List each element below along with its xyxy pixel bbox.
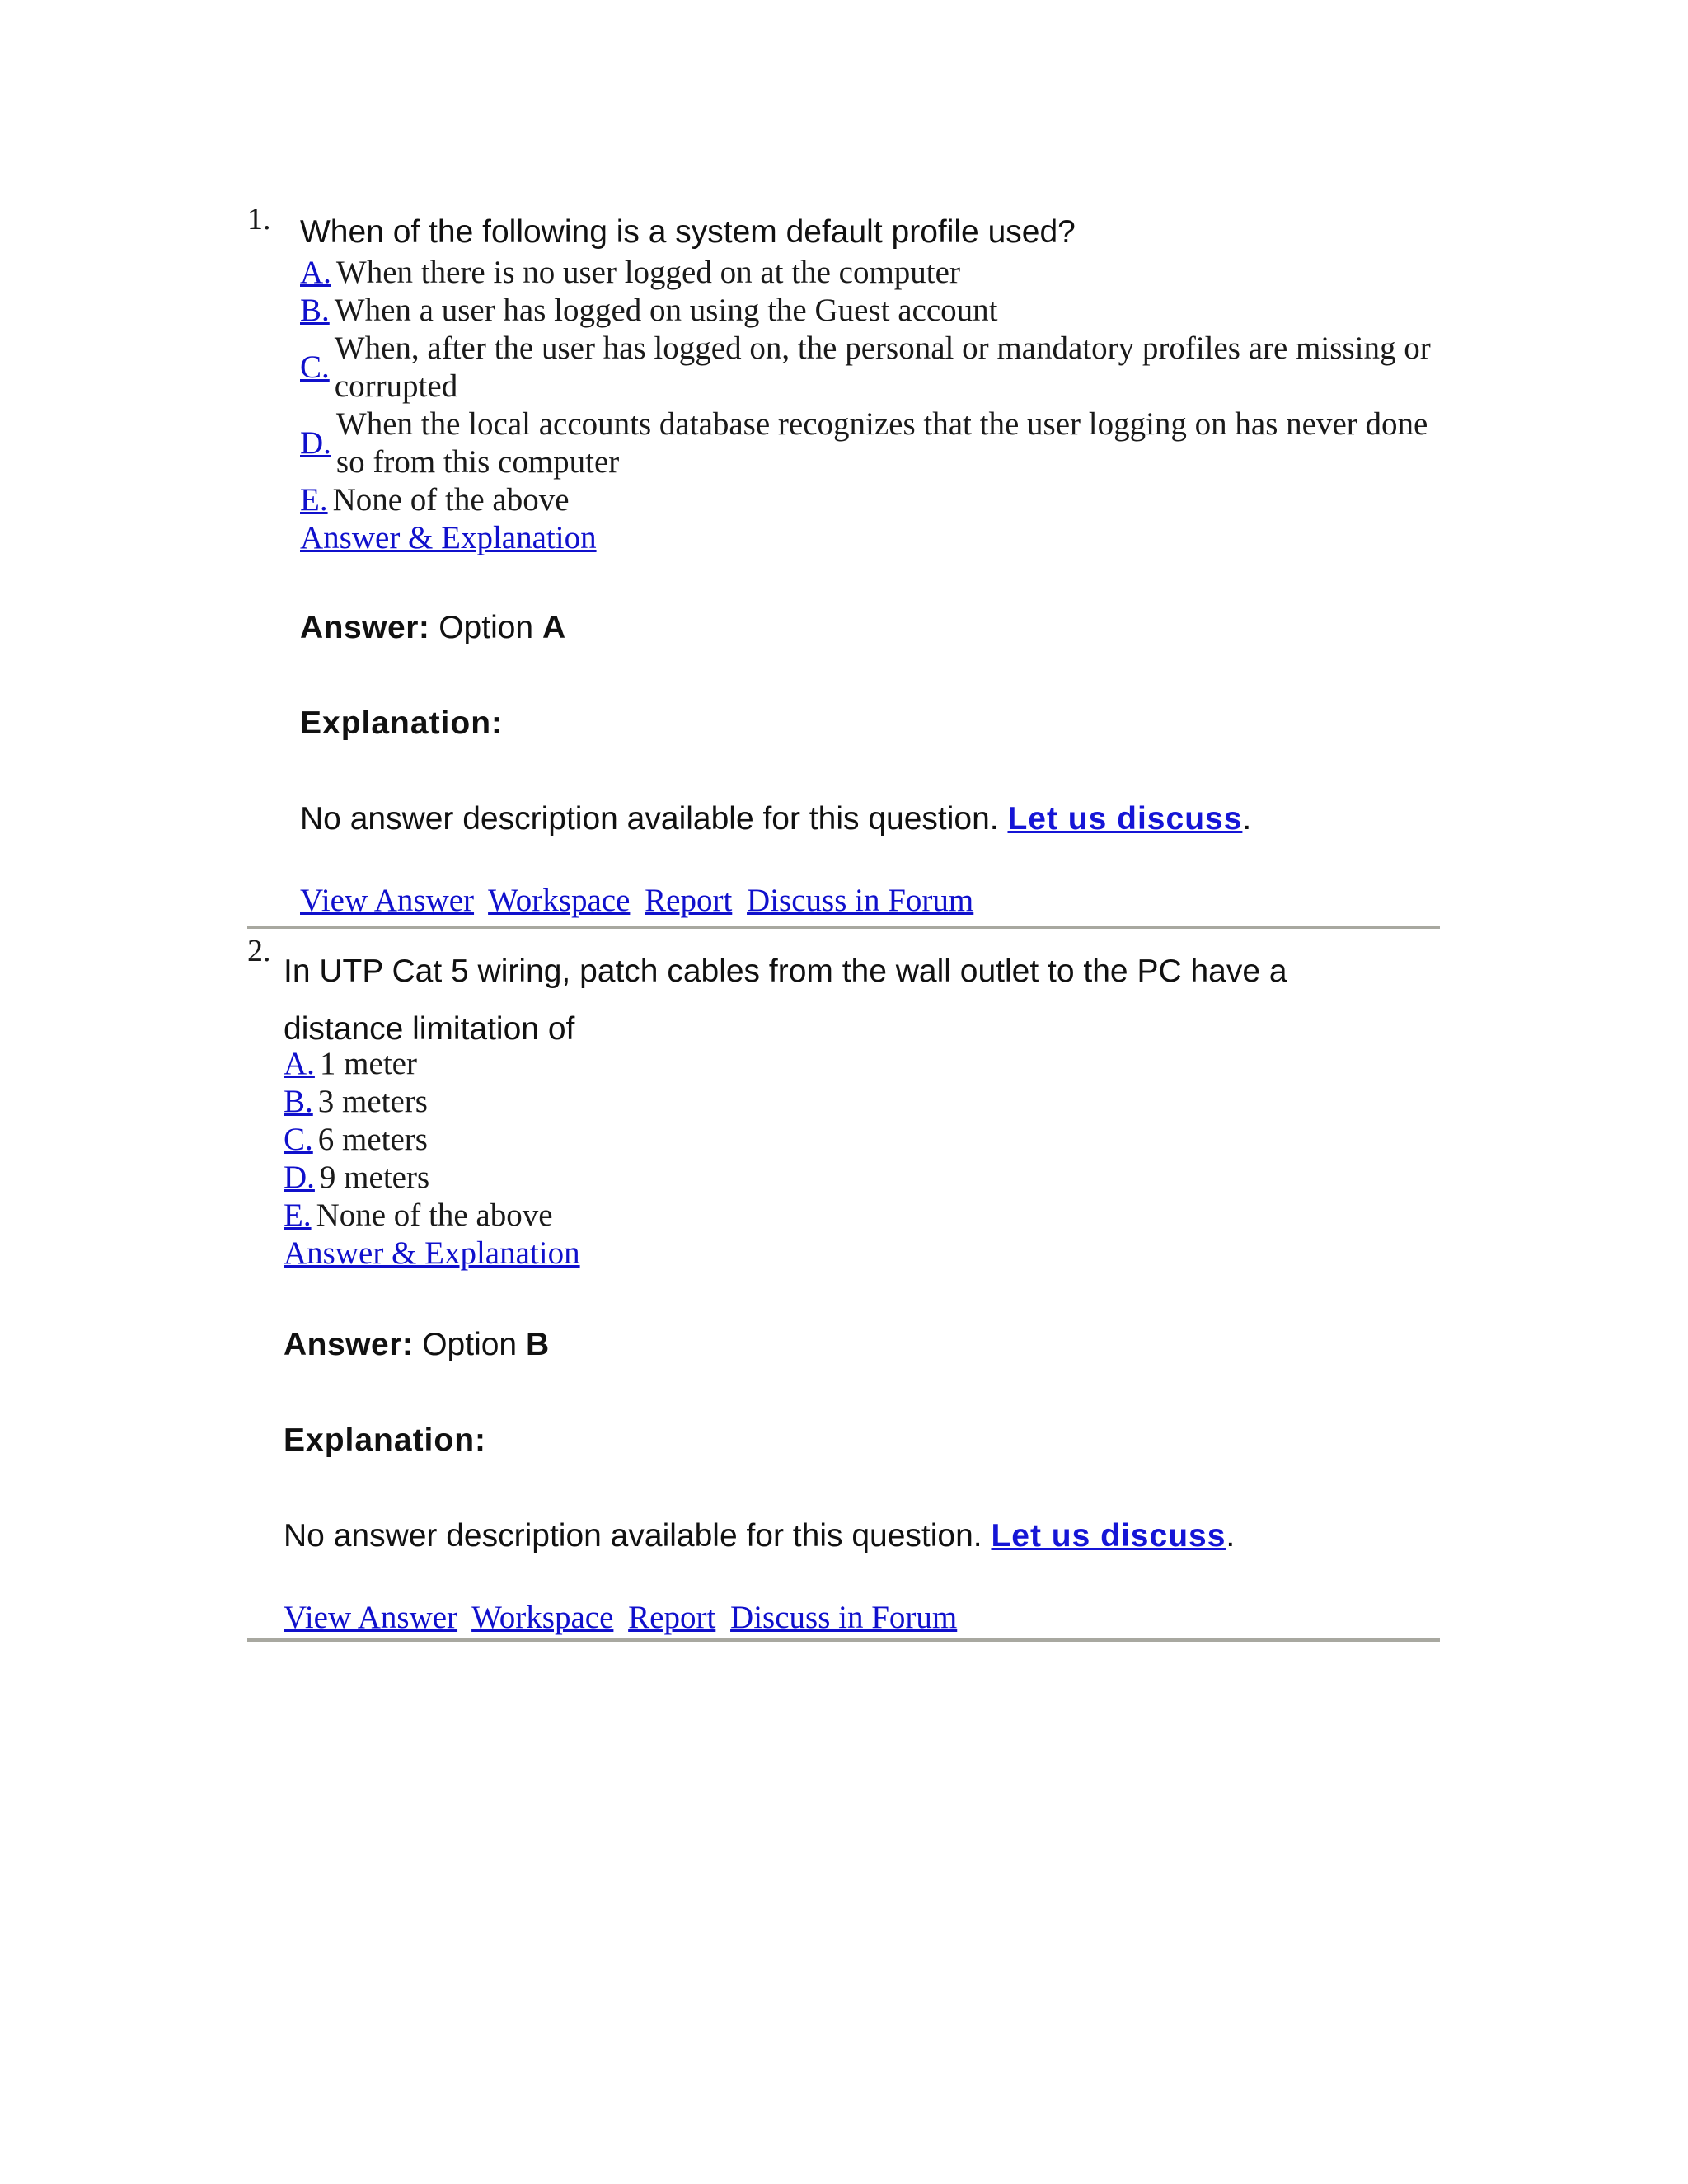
option-letter-link[interactable]: E. — [284, 1197, 312, 1233]
option-e[interactable] — [300, 481, 1446, 519]
option-letter-link[interactable]: E. — [300, 482, 328, 518]
question-text: When of the following is a system default profile used? — [300, 214, 1076, 250]
discuss-suffix: . — [1226, 1518, 1236, 1554]
option-d[interactable] — [284, 1159, 1429, 1197]
option-letter-link[interactable]: D. — [284, 1160, 315, 1195]
question-number: 2. — [247, 934, 271, 968]
option-text: 1 meter — [319, 1046, 417, 1081]
let-us-discuss-link[interactable]: Let us discuss — [1007, 801, 1243, 837]
option-b[interactable] — [284, 1083, 1429, 1121]
options-list — [300, 254, 1446, 557]
explanation-text: No answer description available for this question. — [300, 801, 999, 837]
workspace-link[interactable]: Workspace — [471, 1600, 614, 1635]
answer-line — [284, 1327, 549, 1363]
explanation-body — [284, 1518, 1235, 1554]
discuss-suffix: . — [1242, 801, 1252, 837]
answer-explanation-link[interactable]: Answer & Explanation — [300, 520, 597, 555]
workspace-link[interactable]: Workspace — [488, 883, 631, 918]
let-us-discuss-link[interactable]: Let us discuss — [991, 1518, 1226, 1554]
option-text: None of the above — [332, 482, 570, 518]
answer-explanation-link[interactable]: Answer & Explanation — [284, 1235, 580, 1271]
option-text: 9 meters — [319, 1160, 430, 1195]
answer-label: Answer: — [284, 1327, 414, 1362]
answer-prefix: Option — [422, 1327, 518, 1362]
option-c[interactable] — [300, 330, 1446, 405]
explanation-heading: Explanation: — [284, 1422, 487, 1458]
option-d[interactable] — [300, 405, 1446, 481]
option-text: 3 meters — [317, 1084, 428, 1119]
explanation-body — [300, 801, 1251, 837]
question-footer-links — [300, 882, 980, 920]
option-text: When, after the user has logged on, the personal or mandatory profiles are missing or corrupted — [334, 330, 1431, 404]
option-letter-link[interactable]: B. — [300, 293, 330, 328]
discuss-in-forum-link[interactable]: Discuss in Forum — [730, 1600, 958, 1635]
question-footer-links — [284, 1599, 964, 1637]
explanation-heading: Explanation: — [300, 705, 504, 741]
question-text: In UTP Cat 5 wiring, patch cables from the wall outlet to the PC have a distance limitation of — [284, 954, 1287, 1047]
question-divider — [247, 926, 1440, 929]
question-2 — [247, 931, 1442, 1648]
answer-line — [300, 610, 565, 646]
discuss-in-forum-link[interactable]: Discuss in Forum — [747, 883, 974, 918]
option-b[interactable] — [300, 292, 1446, 330]
option-a[interactable] — [300, 254, 1446, 292]
report-link[interactable]: Report — [645, 883, 733, 918]
question-1 — [247, 198, 1442, 931]
option-letter-link[interactable]: A. — [300, 255, 331, 290]
option-text: When there is no user logged on at the computer — [335, 255, 960, 290]
question-divider — [247, 1638, 1440, 1642]
question-number: 1. — [247, 202, 271, 237]
option-letter-link[interactable]: A. — [284, 1046, 315, 1081]
explanation-text: No answer description available for this question. — [284, 1518, 982, 1554]
option-letter-link[interactable]: B. — [284, 1084, 313, 1119]
option-a[interactable] — [284, 1045, 1429, 1083]
report-link[interactable]: Report — [628, 1600, 716, 1635]
answer-value: B — [525, 1327, 550, 1362]
view-answer-link[interactable]: View Answer — [300, 883, 475, 918]
option-letter-link[interactable]: D. — [300, 425, 331, 461]
answer-label: Answer: — [300, 610, 430, 645]
option-c[interactable] — [284, 1121, 1429, 1159]
options-list — [284, 1045, 1429, 1272]
option-text: When a user has logged on using the Guest account — [334, 293, 998, 328]
option-text: None of the above — [316, 1197, 553, 1233]
option-e[interactable] — [284, 1197, 1429, 1235]
view-answer-link[interactable]: View Answer — [284, 1600, 458, 1635]
answer-value: A — [542, 610, 566, 645]
option-text: 6 meters — [317, 1122, 428, 1157]
answer-prefix: Option — [438, 610, 534, 645]
option-letter-link[interactable]: C. — [284, 1122, 313, 1157]
option-letter-link[interactable]: C. — [300, 349, 330, 385]
option-text: When the local accounts database recognizes that the user logging on has never done so from this computer — [335, 406, 1428, 480]
